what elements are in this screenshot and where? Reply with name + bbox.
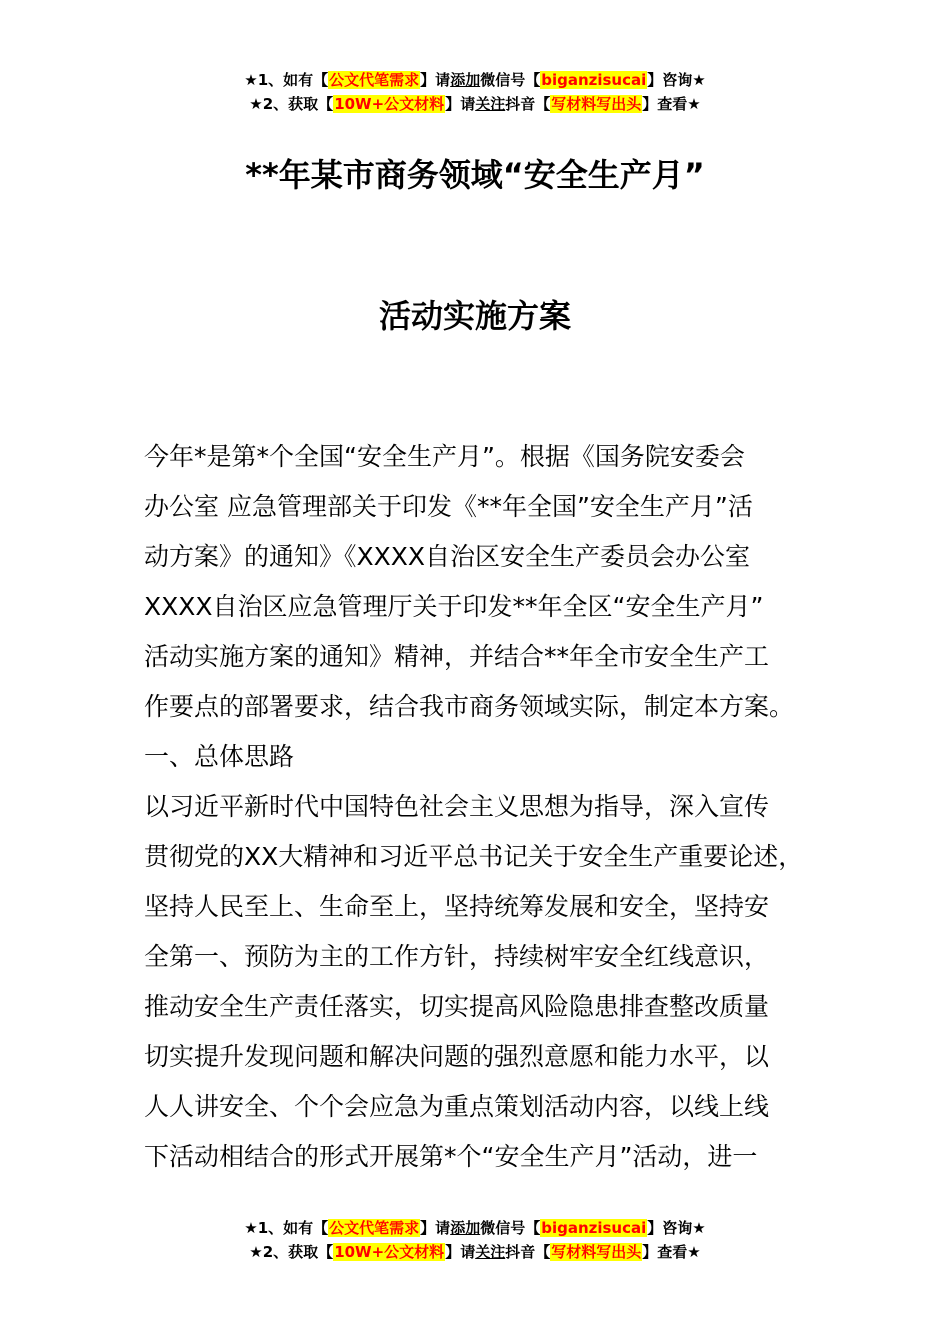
body-line: 推动安全生产责任落实，切实提高风险隐患排查整改质量 <box>144 992 770 1021</box>
body-line: 以习近平新时代中国特色社会主义思想为指导，深入宣传 <box>144 792 770 821</box>
highlight-wechat-id: biganzisucai <box>541 1219 647 1237</box>
body-line: 坚持人民至上、生命至上，坚持统筹发展和安全，坚持安 <box>144 892 770 921</box>
highlight-douyin-id: 写材料写出头 <box>551 1243 642 1261</box>
document-title-line-2: 活动实施方案 <box>378 297 571 335</box>
body-line: XXXX自治区应急管理厅关于印发**年全区“安全生产月” <box>144 592 764 621</box>
body-line: 动方案》的通知》《XXXX自治区安全生产委员会办公室 <box>144 542 751 571</box>
body-line: 作要点的部署要求，结合我市商务领域实际，制定本方案。 <box>144 692 795 721</box>
body-line: 活动实施方案的通知》精神，并结合**年全市安全生产工 <box>144 642 770 671</box>
highlight-douyin-id: 写材料写出头 <box>551 95 642 113</box>
body-line: 今年*是第*个全国“安全生产月”。根据《国务院安委会 <box>144 442 745 471</box>
highlight-service: 公文代笔需求 <box>329 71 420 89</box>
highlight-service: 公文代笔需求 <box>329 1219 420 1237</box>
banner-line-1: ★1、如有【公文代笔需求】请添加微信号【biganzisucai】咨询★ <box>244 71 706 89</box>
highlight-materials: 10W+公文材料 <box>334 1243 445 1261</box>
body-line: 贯彻党的XX大精神和习近平总书记关于安全生产重要论述， <box>144 842 804 871</box>
highlight-materials: 10W+公文材料 <box>334 95 445 113</box>
body-line: 办公室 应急管理部关于印发《**年全国”安全生产月”活 <box>144 492 753 521</box>
body-line: 下活动相结合的形式开展第*个“安全生产月”活动，进一 <box>144 1142 758 1171</box>
footer-banner <box>0 1216 950 1264</box>
body-line: 全第一、预防为主的工作方针，持续树牢安全红线意识， <box>144 942 770 971</box>
body-line: 切实提升发现问题和解决问题的强烈意愿和能力水平，以 <box>144 1042 770 1071</box>
header-banner <box>0 68 950 116</box>
banner-line-2: ★2、获取【10W+公文材料】请关注抖音【写材料写出头】查看★ <box>249 95 701 113</box>
body-line: 人人讲安全、个个会应急为重点策划活动内容，以线上线 <box>144 1092 770 1121</box>
document-body <box>144 432 834 1182</box>
section-heading: 一、总体思路 <box>144 742 295 771</box>
document-title-line-1: **年某市商务领域“安全生产月” <box>245 156 705 194</box>
banner-line-2: ★2、获取【10W+公文材料】请关注抖音【写材料写出头】查看★ <box>249 1243 701 1261</box>
banner-line-1: ★1、如有【公文代笔需求】请添加微信号【biganzisucai】咨询★ <box>244 1219 706 1237</box>
highlight-wechat-id: biganzisucai <box>541 71 647 89</box>
